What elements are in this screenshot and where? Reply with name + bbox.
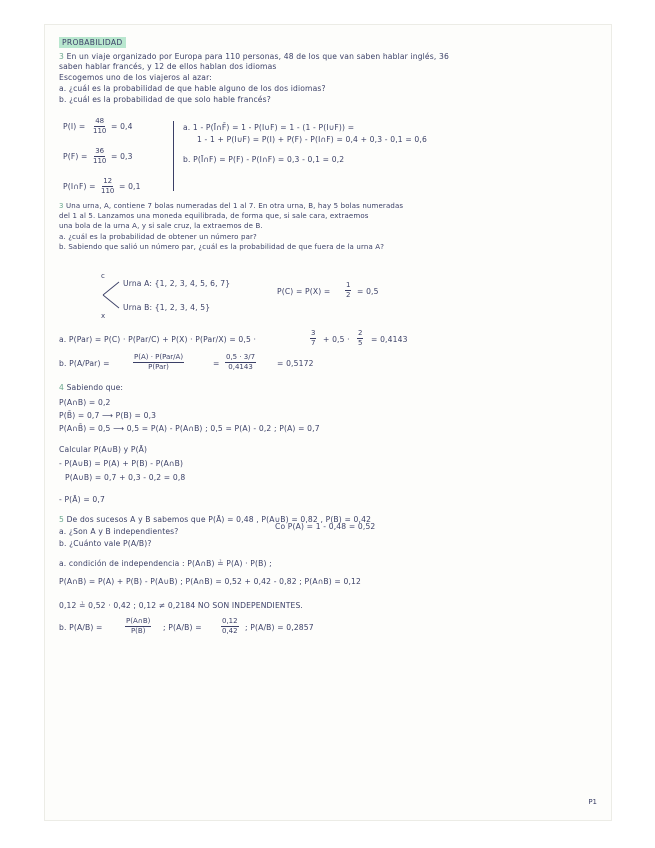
urn-a-contents: Urna A: {1, 2, 3, 4, 5, 6, 7} [123,279,231,288]
problem-urns-question-a: a. ¿cuál es la probabilidad de obtener un número par? [59,233,257,241]
problem-4-line-3: P(B̄) = 0,7 ⟶ P(B) = 0,3 [59,411,157,420]
page-title: PROBABILIDAD [59,37,126,48]
problem-5-question-a: a. ¿Son A y B independientes? [59,527,179,536]
urns-answer-b-eq: = [213,359,220,368]
pif-label: P(I∩F) = [63,182,96,191]
pf-fraction: $\frac{36}{110}$ [93,147,107,165]
problem-3-statement-2: saben hablar francés, y 12 de ellos hablan dos idiomas [59,62,277,71]
problem-3-statement-1: 3 En un viaje organizado por Europa para 110 personas, 48 de los que van saben hablar inglés, 36 [59,52,449,61]
urns-fraction-a2: $\frac{2}{5}$ [358,329,363,347]
problem-4-line-4: P(A∩B̄) = 0,5 ⟶ 0,5 = P(A) - P(A∩B) ; 0,5 = P(A) - 0,2 ; P(A) = 0,7 [59,424,320,433]
problem-4-line-5: Calcular P(A∪B) y P(Ā) [59,445,148,454]
problem-3-answer-b: b. P(Ī∩F) = P(F) - P(I∩F) = 0,3 - 0,1 = 0,2 [183,155,345,164]
problem-4-line-8: - P(Ā) = 0,7 [59,495,105,504]
page-number: P1 [588,798,597,806]
pif-fraction: $\frac{12}{110}$ [101,177,115,195]
urns-answer-a: a. P(Par) = P(C) · P(Par/C) + P(X) · P(Par/X) = 0,5 · [59,335,257,344]
urns-fraction-b2: $\frac{0,5 \cdot 3/7}{0,4143}$ [226,353,256,371]
problem-5-answer-b-result: ; P(A/B) = 0,2857 [245,623,314,632]
pi-label: P(I) = [63,122,86,131]
problem-urns-statement-1: 3 Una urna, A, contiene 7 bolas numeradas del 1 al 7. En otra urna, B, hay 5 bolas numeradas [59,202,404,210]
urn-b-contents: Urna B: {1, 2, 3, 4, 5} [123,303,211,312]
problem-5-answer-a-1: a. condición de independencia : P(A∩B) ≟ P(A) · P(B) ; [59,559,272,568]
notebook-page [45,25,611,820]
coin-heads-label: c [101,272,105,280]
problem-5-answer-b-mid: ; P(A/B) = [163,623,202,632]
problem-4-line-6: - P(A∪B) = P(A) + P(B) - P(A∩B) [59,459,184,468]
problem-5-line-1: 5 De dos sucesos A y B sabemos que P(Ā) = 0,48 , P(A∪B) = 0,82 , P(B) = 0,42 [59,515,372,524]
problem-urns-statement-2: del 1 al 5. Lanzamos una moneda equilibrada, de forma que, si sale cara, extraemos [59,212,369,220]
urns-answer-b-result: = 0,5172 [277,359,314,368]
problem-5-answer-a-2: P(A∩B) = P(A) + P(B) - P(A∪B) ; P(A∩B) = 0,52 + 0,42 - 0,82 ; P(A∩B) = 0,12 [59,577,362,586]
branch-lines [99,275,121,315]
pi-result: = 0,4 [111,122,133,131]
problem-5-pa-calc: Co P(A) = 1 - 0,48 = 0,52 [275,522,376,531]
problem-5-question-b: b. ¿Cuánto vale P(A/B)? [59,539,152,548]
pf-result: = 0,3 [111,152,133,161]
problem-4-line-1: 4 Sabiendo que: [59,383,124,392]
urns-fraction-a1: $\frac{3}{7}$ [311,329,316,347]
problem-5-answer-b: b. P(A/B) = [59,623,103,632]
pf-label: P(F) = [63,152,88,161]
urns-fraction-b1: P(A) · P(Par/A) P(Par) [134,353,184,371]
problem-5-fraction-2: $\frac{0,12}{0,42}$ [222,617,238,635]
pi-fraction: $\frac{48}{110}$ [93,117,107,135]
urns-answer-a-result: = 0,4143 [371,335,408,344]
pif-result: = 0,1 [119,182,141,191]
separator-line [173,121,174,191]
pc-fraction: $\frac{1}{2}$ [346,281,351,299]
problem-3-statement-3: Escogemos uno de los viajeros al azar: [59,73,212,82]
urns-answer-a-mid: + 0,5 · [323,335,350,344]
problem-5-answer-a-3: 0,12 ≟ 0,52 · 0,42 ; 0,12 ≠ 0,2184 NO SON INDEPENDIENTES. [59,601,303,610]
problem-3-answer-a-1: a. 1 - P(Ī∩F̄) = 1 - P(I∪F) = 1 - (1 - P(I∪F)) = [183,123,355,132]
urns-answer-b: b. P(A/Par) = [59,359,110,368]
coin-tails-label: x [101,312,106,320]
pc-label: P(C) = P(X) = [277,287,331,296]
problem-urns-question-b: b. Sabiendo que salió un número par, ¿cuál es la probabilidad de que fuera de la urna A? [59,243,385,251]
pc-result: = 0,5 [357,287,379,296]
problem-5-fraction-1: $\frac{P(A\cap B)}{P(B)}$ [126,617,151,635]
problem-4-line-7: P(A∪B) = 0,7 + 0,3 - 0,2 = 0,8 [65,473,186,482]
problem-3-answer-a-2: 1 - 1 + P(I∪F) = P(I) + P(F) - P(I∩F) = 0,4 + 0,3 - 0,1 = 0,6 [197,135,427,144]
problem-4-line-2: P(A∩B) = 0,2 [59,398,111,407]
problem-urns-statement-3: una bola de la urna A, y si sale cruz, la extraemos de B. [59,222,263,230]
problem-3-question-a: a. ¿cuál es la probabilidad de que hable alguno de los dos idiomas? [59,84,326,93]
problem-3-question-b: b. ¿cuál es la probabilidad de que solo hable francés? [59,95,271,104]
